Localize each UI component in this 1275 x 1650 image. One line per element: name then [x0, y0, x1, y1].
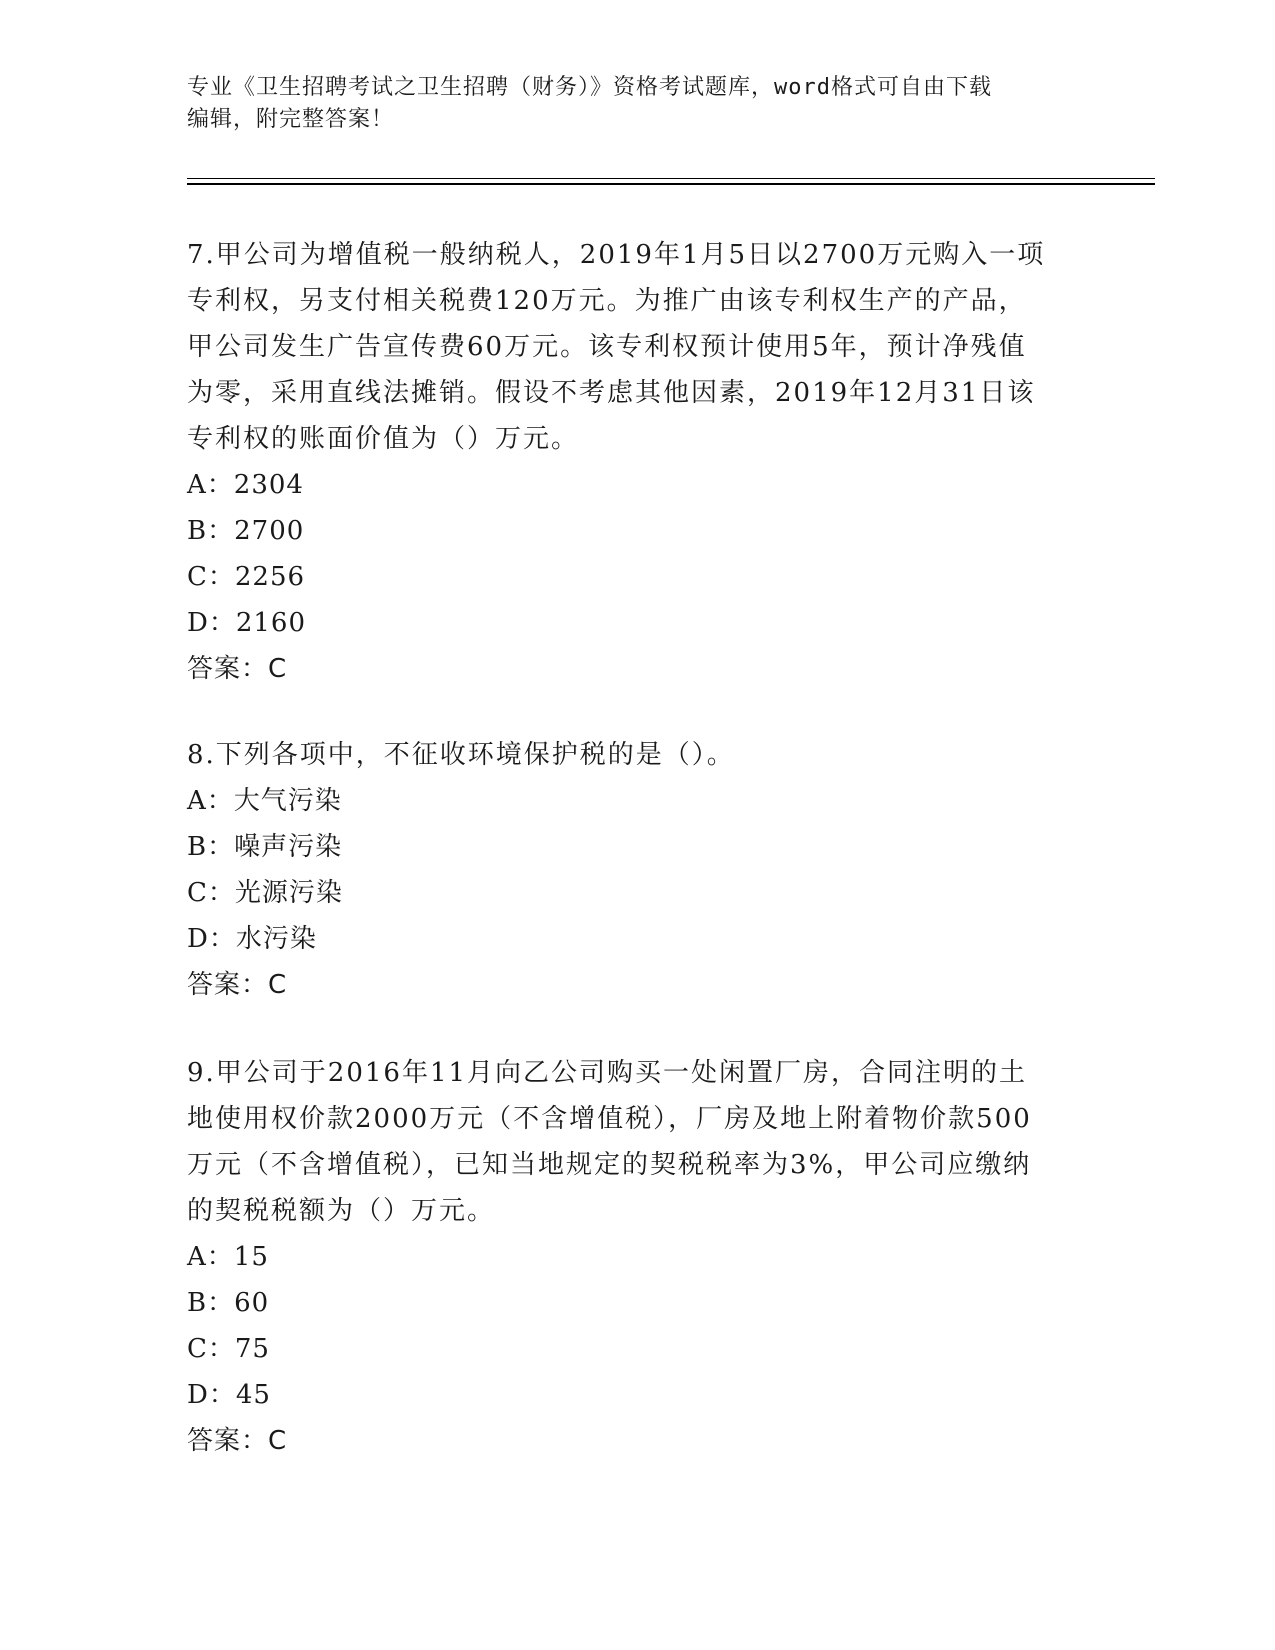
- question-stem-line: 8.下列各项中，不征收环境保护税的是（）。: [187, 740, 735, 770]
- option-a: A：15: [187, 1242, 269, 1272]
- question-8: [187, 732, 1087, 1008]
- question-stem-line: 7.甲公司为增值税一般纳税人，2019年1月5日以2700万元购入一项: [187, 240, 1046, 270]
- header-line-2: 编辑，附完整答案！: [187, 107, 395, 132]
- question-stem-line: 地使用权价款2000万元（不含增值税），厂房及地上附着物价款500: [187, 1104, 1032, 1134]
- option-b: B：噪声污染: [187, 832, 343, 862]
- header-divider-thin: [187, 178, 1155, 179]
- question-stem-line: 专利权的账面价值为（）万元。: [187, 424, 580, 454]
- answer-label: 答案：C: [187, 970, 288, 1000]
- option-d: D：2160: [187, 608, 307, 638]
- option-b: B：2700: [187, 516, 305, 546]
- answer-label: 答案：C: [187, 1426, 288, 1456]
- option-a: A：大气污染: [187, 786, 342, 816]
- question-7: [187, 232, 1087, 692]
- option-b: B：60: [187, 1288, 270, 1318]
- header-line-1: 专业《卫生招聘考试之卫生招聘（财务）》资格考试题库，word格式可自由下载: [187, 75, 992, 100]
- question-stem-line: 9.甲公司于2016年11月向乙公司购买一处闲置厂房，合同注明的土: [187, 1058, 1028, 1088]
- option-a: A：2304: [187, 470, 304, 500]
- question-9: [187, 1050, 1087, 1464]
- answer-label: 答案：C: [187, 654, 288, 684]
- option-d: D：45: [187, 1380, 271, 1410]
- header-divider-thick: [187, 183, 1155, 185]
- option-c: C：2256: [187, 562, 306, 592]
- option-c: C：光源污染: [187, 878, 343, 908]
- question-stem-line: 甲公司发生广告宣传费60万元。该专利权预计使用5年，预计净残值: [187, 332, 1027, 362]
- option-c: C：75: [187, 1334, 270, 1364]
- question-stem-line: 的契税税额为（）万元。: [187, 1196, 496, 1226]
- option-d: D：水污染: [187, 924, 317, 954]
- question-stem-line: 专利权，另支付相关税费120万元。为推广由该专利权生产的产品，: [187, 286, 1027, 316]
- question-stem-line: 万元（不含增值税），已知当地规定的契税税率为3%，甲公司应缴纳: [187, 1150, 1032, 1180]
- document-header: [187, 72, 1067, 136]
- question-stem-line: 为零，采用直线法摊销。假设不考虑其他因素，2019年12月31日该: [187, 378, 1036, 408]
